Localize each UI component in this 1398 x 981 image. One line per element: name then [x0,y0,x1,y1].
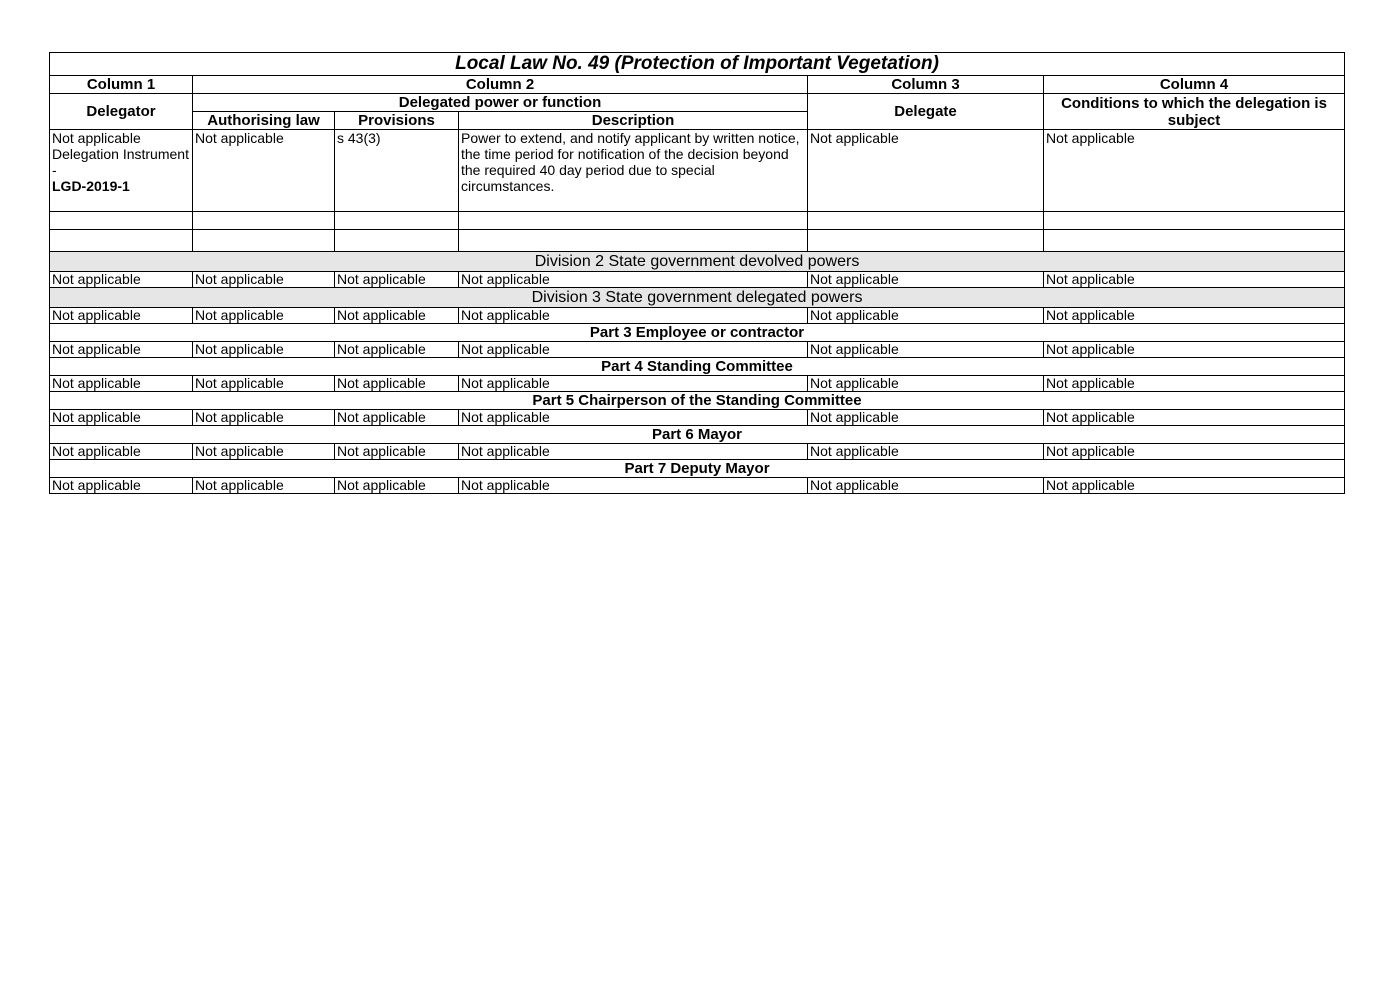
empty-row [50,230,1345,252]
empty-cell [193,230,335,252]
provisions-header: Provisions [335,112,459,130]
section-heading-row [50,252,1345,272]
table-cell: Not applicable [50,410,193,426]
empty-cell [808,230,1044,252]
table-cell: Not applicable [193,308,335,324]
table-cell: Not applicable [50,376,193,392]
empty-cell [50,230,193,252]
empty-cell [808,212,1044,230]
section-heading: Division 2 State government devolved powers [50,252,1345,272]
description-cell: Power to extend, and notify applicant by written notice, the time period for notification of the decision beyond the required 40 day period due to special circumstances. [459,130,808,212]
section-heading: Part 5 Chairperson of the Standing Committee [50,392,1345,410]
table-cell: Not applicable [50,342,193,358]
table-title: Local Law No. 49 (Protection of Important Vegetation) [50,53,1345,76]
section-heading-row [50,392,1345,410]
conditions-cell: Not applicable [1044,130,1345,212]
provisions-cell: s 43(3) [335,130,459,212]
section-heading-row [50,288,1345,308]
empty-cell [335,212,459,230]
table-cell: Not applicable [1044,376,1345,392]
table-row [50,444,1345,460]
empty-cell [335,230,459,252]
table-cell: Not applicable [459,444,808,460]
table-cell: Not applicable [50,478,193,494]
section-heading-row [50,426,1345,444]
delegation-table [49,52,1345,494]
delegator-line: Not applicable [52,130,141,146]
table-cell: Not applicable [50,444,193,460]
table-cell: Not applicable [459,410,808,426]
table-cell: Not applicable [808,376,1044,392]
table-cell: Not applicable [1044,444,1345,460]
conditions-header: Conditions to which the delegation is subject [1044,94,1345,130]
delegated-power-header: Delegated power or function [193,94,808,112]
section-heading-row [50,460,1345,478]
table-cell: Not applicable [808,444,1044,460]
table-cell: Not applicable [808,410,1044,426]
table-cell: Not applicable [335,478,459,494]
instrument-code: LGD-2019-1 [52,178,130,194]
delegate-header: Delegate [808,94,1044,130]
table-cell: Not applicable [50,308,193,324]
delegator-header: Delegator [50,94,193,130]
section-heading: Part 3 Employee or contractor [50,324,1345,342]
empty-cell [1044,212,1345,230]
empty-cell [459,212,808,230]
table-row [50,478,1345,494]
table-cell: Not applicable [335,410,459,426]
table-row [50,342,1345,358]
table-cell: Not applicable [335,308,459,324]
table-cell: Not applicable [459,308,808,324]
empty-cell [1044,230,1345,252]
table-cell: Not applicable [1044,308,1345,324]
section-heading-row [50,324,1345,342]
table-cell: Not applicable [1044,410,1345,426]
table-cell: Not applicable [808,308,1044,324]
table-cell: Not applicable [459,376,808,392]
table-row [50,376,1345,392]
table-cell: Not applicable [459,272,808,288]
section-heading: Part 6 Mayor [50,426,1345,444]
table-cell: Not applicable [193,444,335,460]
column1-header: Column 1 [50,76,193,94]
description-header: Description [459,112,808,130]
column2-header: Column 2 [193,76,808,94]
table-cell: Not applicable [50,272,193,288]
delegator-cell [50,130,193,212]
table-cell: Not applicable [808,272,1044,288]
table-cell: Not applicable [808,342,1044,358]
table-cell: Not applicable [193,376,335,392]
table-row [50,308,1345,324]
table-row [50,272,1345,288]
table-cell: Not applicable [335,376,459,392]
table-cell: Not applicable [193,478,335,494]
section-heading: Part 4 Standing Committee [50,358,1345,376]
delegator-line: Delegation Instrument - [52,146,189,178]
empty-row [50,212,1345,230]
authorising-law-header: Authorising law [193,112,335,130]
table-row [50,410,1345,426]
delegation-register-sheet [49,52,1344,494]
table-row-main [50,130,1345,212]
column3-header: Column 3 [808,76,1044,94]
delegate-cell: Not applicable [808,130,1044,212]
section-heading: Part 7 Deputy Mayor [50,460,1345,478]
table-cell: Not applicable [335,272,459,288]
column4-header: Column 4 [1044,76,1345,94]
table-cell: Not applicable [808,478,1044,494]
table-cell: Not applicable [335,444,459,460]
table-cell: Not applicable [193,272,335,288]
empty-cell [459,230,808,252]
section-heading-row [50,358,1345,376]
table-cell: Not applicable [1044,272,1345,288]
table-cell: Not applicable [193,342,335,358]
table-cell: Not applicable [335,342,459,358]
table-cell: Not applicable [193,410,335,426]
empty-cell [193,212,335,230]
table-cell: Not applicable [459,342,808,358]
table-cell: Not applicable [459,478,808,494]
authorising-law-cell: Not applicable [193,130,335,212]
table-cell: Not applicable [1044,342,1345,358]
empty-cell [50,212,193,230]
table-cell: Not applicable [1044,478,1345,494]
section-heading: Division 3 State government delegated powers [50,288,1345,308]
